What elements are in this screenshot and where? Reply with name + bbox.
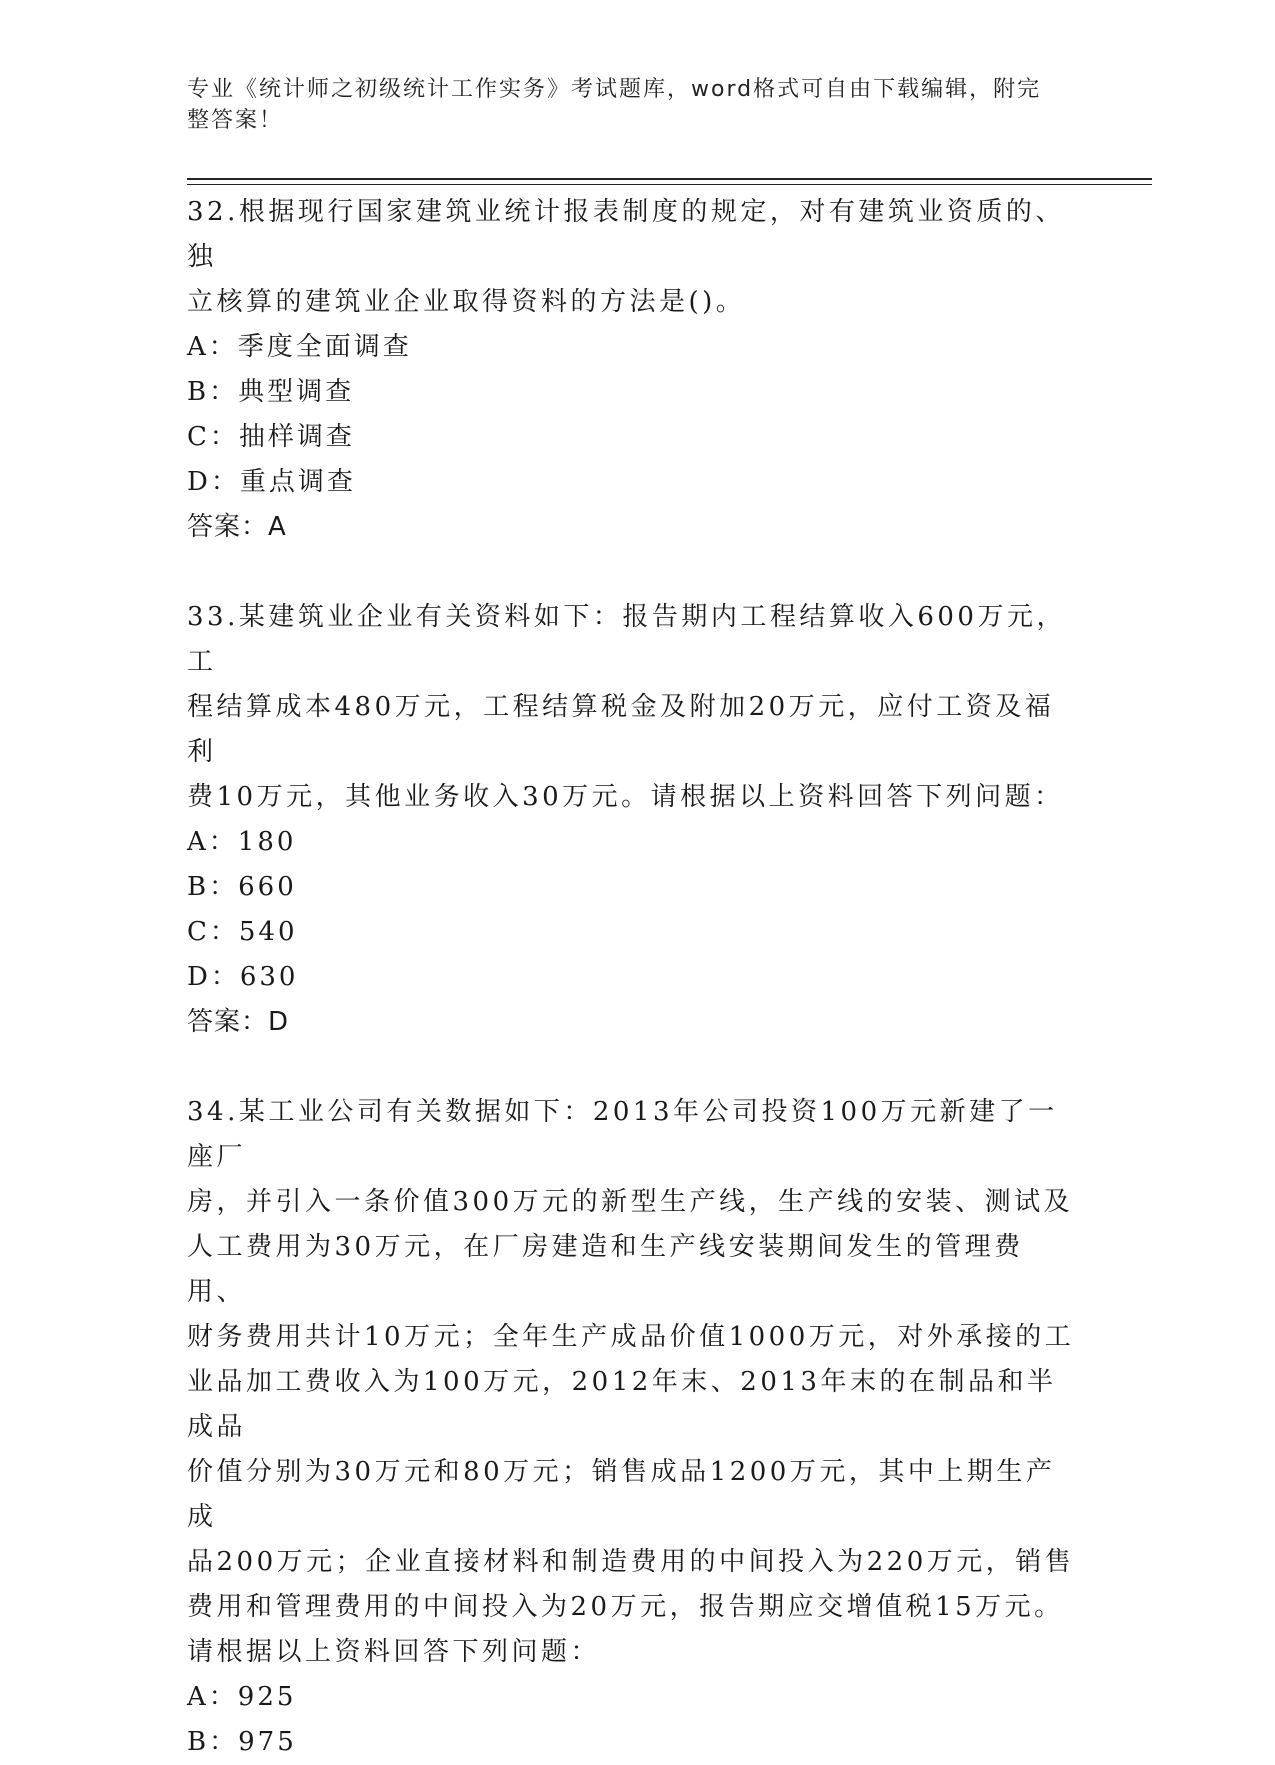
header-line-2: 整答案！ bbox=[187, 108, 284, 133]
header-divider-thick bbox=[187, 178, 1152, 180]
option-c: C：540 bbox=[187, 917, 298, 947]
question-text-line: 费用和管理费用的中间投入为20万元，报告期应交增值税15万元。 bbox=[187, 1592, 1064, 1622]
option-a: A：季度全面调查 bbox=[187, 332, 412, 362]
header-line-1: 专业《统计师之初级统计工作实务》考试题库，word格式可自由下载编辑，附完 bbox=[187, 77, 1042, 102]
question-text-line: 房，并引入一条价值300万元的新型生产线，生产线的安装、测试及 bbox=[187, 1187, 1074, 1217]
option-d: D：重点调查 bbox=[187, 467, 356, 497]
option-a: A：180 bbox=[187, 827, 297, 857]
option-b: B：975 bbox=[187, 1727, 297, 1757]
question-spacer bbox=[187, 1045, 1077, 1090]
question-32 bbox=[187, 190, 1077, 550]
option-c: C：抽样调查 bbox=[187, 422, 355, 452]
question-text-line: 32.根据现行国家建筑业统计报表制度的规定，对有建筑业资质的、独 bbox=[187, 197, 1065, 272]
option-d: D：630 bbox=[187, 962, 299, 992]
option-b: B：660 bbox=[187, 872, 297, 902]
question-text-line: 品200万元；企业直接材料和制造费用的中间投入为220万元，销售 bbox=[187, 1547, 1075, 1577]
question-text-line: 业品加工费收入为100万元，2012年末、2013年末的在制品和半成品 bbox=[187, 1367, 1057, 1442]
answer-label: 答案：D bbox=[187, 1007, 290, 1037]
question-text-line: 费10万元，其他业务收入30万元。请根据以上资料回答下列问题： bbox=[187, 782, 1064, 812]
question-33 bbox=[187, 595, 1077, 1045]
question-text-line: 价值分别为30万元和80万元；销售成品1200万元，其中上期生产成 bbox=[187, 1457, 1056, 1532]
question-text-line: 立核算的建筑业企业取得资料的方法是()。 bbox=[187, 287, 746, 317]
question-text-line: 请根据以上资料回答下列问题： bbox=[187, 1637, 601, 1667]
question-text-line: 程结算成本480万元，工程结算税金及附加20万元，应付工资及福利 bbox=[187, 692, 1055, 767]
question-34 bbox=[187, 1090, 1077, 1765]
document-header bbox=[187, 74, 1067, 136]
option-a: A：925 bbox=[187, 1682, 297, 1712]
question-text-line: 财务费用共计10万元；全年生产成品价值1000万元，对外承接的工 bbox=[187, 1322, 1075, 1352]
question-text-line: 人工费用为30万元，在厂房建造和生产线安装期间发生的管理费用、 bbox=[187, 1232, 1024, 1307]
option-b: B：典型调查 bbox=[187, 377, 355, 407]
question-text-line: 34.某工业公司有关数据如下：2013年公司投资100万元新建了一座厂 bbox=[187, 1097, 1058, 1172]
question-list bbox=[187, 190, 1077, 1765]
question-text-line: 33.某建筑业企业有关资料如下：报告期内工程结算收入600万元，工 bbox=[187, 602, 1066, 677]
answer-label: 答案：A bbox=[187, 512, 287, 542]
question-spacer bbox=[187, 550, 1077, 595]
header-divider-thin bbox=[187, 184, 1152, 185]
